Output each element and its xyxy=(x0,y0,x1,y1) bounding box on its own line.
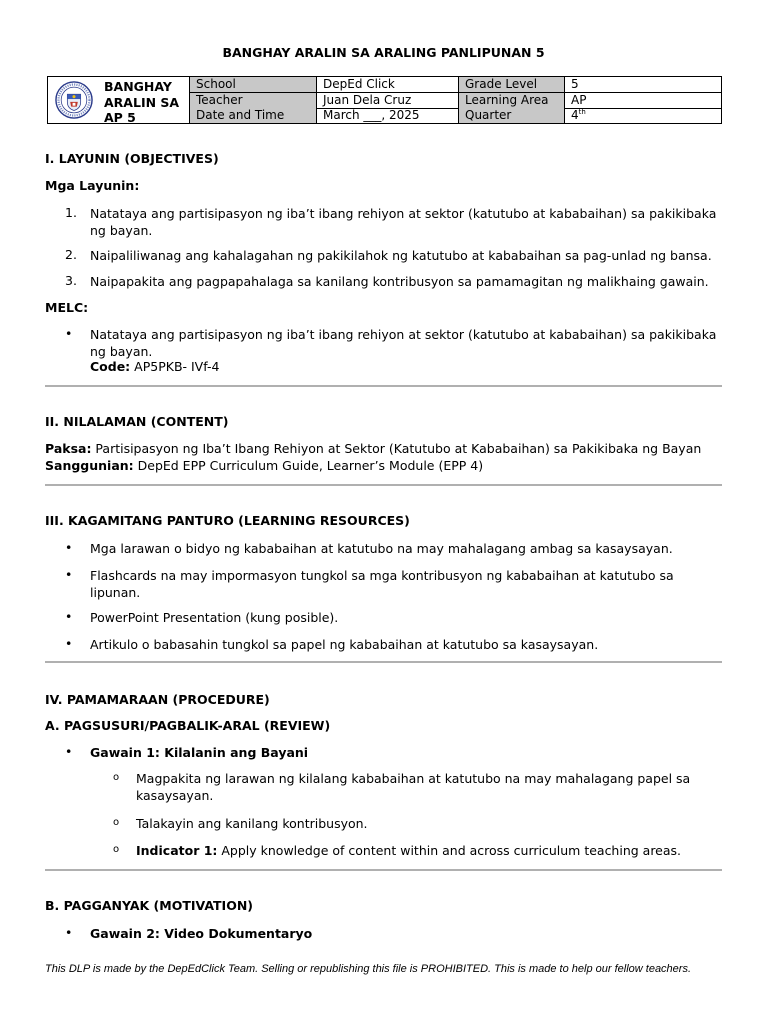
header-table xyxy=(47,76,722,124)
footer-disclaimer: This DLP is made by the DepEdClick Team. Selling or republishing this file is PROHIBITED. This is made to help our fellow teachers. xyxy=(45,963,692,975)
teacher-label: Teacher xyxy=(189,93,316,108)
gawain-1-step: Magpakita ng larawan ng kilalang kababaihan at katutubo na may mahalagang papel sa kasaysayan. xyxy=(136,771,691,803)
bullet-glyph: • xyxy=(65,636,73,651)
learning-area-value: AP xyxy=(564,93,722,108)
school-label: School xyxy=(189,77,316,92)
section-2-heading: II. NILALAMAN (CONTENT) xyxy=(45,414,229,429)
grade-level-value: 5 xyxy=(564,77,722,92)
grade-level-label: Grade Level xyxy=(458,77,564,92)
section-divider xyxy=(45,661,722,663)
review-heading: A. PAGSUSURI/PAGBALIK-ARAL (REVIEW) xyxy=(45,718,331,733)
section-1-heading: I. LAYUNIN (OBJECTIVES) xyxy=(45,151,219,166)
indicator-text: Apply knowledge of content within and across curriculum teaching areas. xyxy=(217,843,682,858)
quarter-value xyxy=(564,108,722,123)
bullet-glyph: • xyxy=(65,567,73,582)
resource-item: Artikulo o babasahin tungkol sa papel ng kababaihan at katutubo sa kasaysayan. xyxy=(90,637,599,652)
teacher-value: Juan Dela Cruz xyxy=(316,93,458,108)
header-label xyxy=(104,79,194,126)
code-value: AP5PKB- IVf-4 xyxy=(130,359,220,374)
gawain-2-title: Gawain 2: Video Dokumentaryo xyxy=(90,926,313,941)
paksa-line xyxy=(45,441,722,457)
melc-code xyxy=(90,358,722,375)
quarter-number: 4 xyxy=(571,108,579,122)
date-time-label: Date and Time xyxy=(189,108,316,123)
section-divider xyxy=(45,385,722,387)
section-3-heading: III. KAGAMITANG PANTURO (LEARNING RESOURCES) xyxy=(45,513,410,528)
resource-item: PowerPoint Presentation (kung posible). xyxy=(90,610,339,625)
quarter-suffix: th xyxy=(578,108,586,116)
header-label-line: ARALIN SA xyxy=(104,94,180,110)
bullet-glyph: • xyxy=(65,540,73,555)
section-divider xyxy=(45,869,722,871)
bullet-glyph: • xyxy=(65,609,73,624)
school-value: DepEd Click xyxy=(316,77,458,92)
paksa-label: Paksa: xyxy=(45,441,92,456)
sanggunian-value: DepEd EPP Curriculum Guide, Learner’s Module (EPP 4) xyxy=(133,458,484,473)
code-label: Code: xyxy=(90,359,131,374)
objective-number: 3. xyxy=(65,273,77,288)
date-time-value: March ___, 2025 xyxy=(316,108,458,123)
quarter-label: Quarter xyxy=(458,108,564,123)
section-4-heading: IV. PAMAMARAAN (PROCEDURE) xyxy=(45,692,270,707)
sub-bullet-glyph: o xyxy=(113,817,120,828)
bullet-glyph: • xyxy=(65,326,73,341)
section-divider xyxy=(45,484,722,486)
indicator-1 xyxy=(136,842,722,859)
melc-label: MELC: xyxy=(45,300,89,315)
objective-text: Naipapakita ang pagpapahalaga sa kanilang kontribusyon sa pamamagitan ng malikhaing gawain. xyxy=(90,274,709,289)
learning-area-label: Learning Area xyxy=(458,93,564,108)
melc-description: Natataya ang partisipasyon ng iba’t ibang rehiyon at sektor (katutubo at kababaihan) sa pakikibaka ng bayan. xyxy=(90,327,717,359)
bullet-glyph: • xyxy=(65,925,73,940)
page-title: BANGHAY ARALIN SA ARALING PANLIPUNAN 5 xyxy=(222,45,545,60)
gawain-1-title: Gawain 1: Kilalanin ang Bayani xyxy=(90,745,309,760)
sub-bullet-glyph: o xyxy=(113,772,120,783)
header-info-grid xyxy=(189,77,722,123)
objective-number: 2. xyxy=(65,247,77,262)
logo-cell xyxy=(48,77,100,123)
indicator-label: Indicator 1: xyxy=(136,843,218,858)
objectives-subheading: Mga Layunin: xyxy=(45,178,140,193)
sub-bullet-glyph: o xyxy=(113,844,120,855)
paksa-value: Partisipasyon ng Iba’t Ibang Rehiyon at Sektor (Katutubo at Kababaihan) sa Pakikibaka ng Bayan xyxy=(91,441,702,456)
header-label-line: BANGHAY xyxy=(104,79,172,94)
resource-item: Flashcards na may impormasyon tungkol sa mga kontribusyon ng kababaihan at katutubo sa lipunan. xyxy=(90,568,674,600)
gawain-1-step: Talakayin ang kanilang kontribusyon. xyxy=(136,816,368,831)
motivation-heading: B. PAGGANYAK (MOTIVATION) xyxy=(45,898,254,913)
header-label-line: AP 5 xyxy=(104,110,136,125)
objective-number: 1. xyxy=(65,205,77,220)
objective-text: Naipaliliwanag ang kahalagahan ng pakikilahok ng katutubo at kababaihan sa pag-unlad ng bansa. xyxy=(90,248,712,263)
resource-item: Mga larawan o bidyo ng kababaihan at katutubo na may mahalagang ambag sa kasaysayan. xyxy=(90,541,673,556)
sanggunian-label: Sanggunian: xyxy=(45,458,134,473)
deped-seal-icon xyxy=(55,81,93,119)
sanggunian-line xyxy=(45,458,722,474)
objective-text: Natataya ang partisipasyon ng iba’t ibang rehiyon at sektor (katutubo at kababaihan) sa pakikibaka ng bayan. xyxy=(90,206,717,238)
bullet-glyph: • xyxy=(65,744,73,759)
melc-text xyxy=(90,326,722,375)
